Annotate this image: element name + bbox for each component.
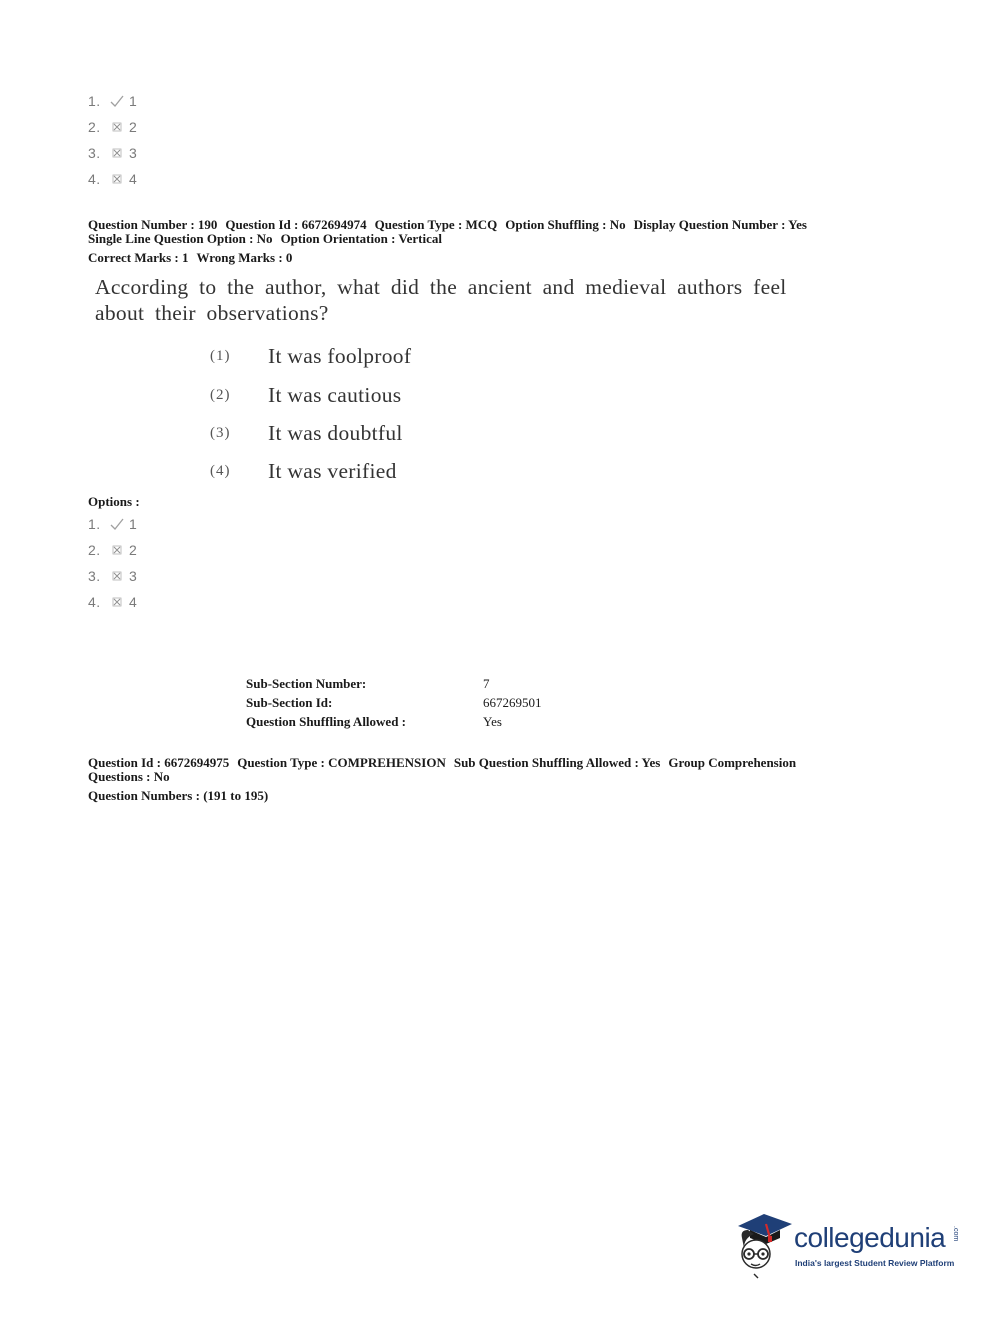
choice-text: It was foolproof	[268, 343, 412, 368]
subsection-value: 667269501	[483, 694, 542, 710]
choice-text: It was verified	[268, 458, 397, 483]
correct-marks: Correct Marks : 1	[88, 250, 189, 265]
choice-text: It was cautious	[268, 382, 402, 407]
choice-row	[210, 341, 411, 371]
option-value: 4	[129, 171, 138, 187]
check-icon	[108, 518, 126, 530]
option-value: 3	[129, 568, 138, 584]
answer-key-list-bottom	[88, 511, 137, 615]
comprehension-meta-line3	[88, 789, 804, 803]
subsection-number-row	[246, 674, 490, 693]
option-number: 3.	[88, 145, 101, 161]
question-meta	[88, 218, 815, 265]
option-row	[88, 511, 137, 537]
answer-key-list-top	[88, 88, 137, 192]
option-value: 2	[129, 542, 138, 558]
check-icon	[108, 95, 126, 107]
option-number: 3.	[88, 568, 101, 584]
question-shuffling-row	[246, 712, 502, 731]
single-line-option: Single Line Question Option : No	[88, 231, 273, 246]
question-text-line: about their observations?	[95, 301, 329, 325]
options-label: Options :	[88, 494, 140, 509]
option-value: 2	[129, 119, 138, 135]
comprehension-meta	[88, 756, 804, 803]
subsection-value: 7	[483, 675, 490, 691]
option-number: 4.	[88, 594, 101, 610]
choice-number: (4)	[210, 462, 231, 479]
option-value: 1	[129, 93, 138, 109]
option-number: 2.	[88, 119, 101, 135]
sub-question-shuffling: Sub Question Shuffling Allowed : Yes	[453, 755, 661, 770]
cross-icon	[108, 545, 126, 555]
option-value: 3	[129, 145, 138, 161]
option-number: 1.	[88, 516, 101, 532]
option-value: 1	[129, 516, 138, 532]
question-number: Question Number : 190	[88, 217, 218, 232]
group-comprehension: Group Comprehension	[668, 755, 797, 770]
question-numbers-range: Question Numbers : (191 to 195)	[88, 788, 269, 803]
choice-row	[210, 418, 403, 448]
option-number: 1.	[88, 93, 101, 109]
cross-icon	[108, 122, 126, 132]
question-id: Question Id : 6672694974	[225, 217, 367, 232]
wrong-marks: Wrong Marks : 0	[196, 250, 293, 265]
option-row	[88, 166, 137, 192]
option-row	[88, 140, 137, 166]
option-row	[88, 563, 137, 589]
logo-tagline: India's largest Student Review Platform	[795, 1258, 955, 1268]
comprehension-question-type: Question Type : COMPREHENSION	[237, 755, 446, 770]
option-row	[88, 537, 137, 563]
option-shuffling: Option Shuffling : No	[505, 217, 626, 232]
option-row	[88, 88, 137, 114]
cross-icon	[108, 174, 126, 184]
subsection-value: Yes	[483, 713, 502, 729]
option-value: 4	[129, 594, 138, 610]
choice-row	[210, 380, 401, 410]
mascot-icon	[734, 1208, 794, 1280]
comprehension-meta-line2	[88, 770, 804, 784]
option-row	[88, 114, 137, 140]
cross-icon	[108, 571, 126, 581]
question-type: Question Type : MCQ	[374, 217, 498, 232]
subsection-key: Sub-Section Number:	[246, 675, 367, 691]
subsection-key: Question Shuffling Allowed :	[246, 713, 407, 729]
option-number: 4.	[88, 171, 101, 187]
logo-suffix: .com	[952, 1226, 959, 1242]
option-orientation: Option Orientation : Vertical	[280, 231, 442, 246]
choice-text: It was doubtful	[268, 420, 403, 445]
cross-icon	[108, 148, 126, 158]
comprehension-question-id: Question Id : 6672694975	[88, 755, 230, 770]
question-meta-line1	[88, 218, 815, 232]
logo-wordmark: collegedunia	[794, 1222, 946, 1253]
group-comprehension-questions: Questions : No	[88, 769, 170, 784]
question-text	[95, 274, 795, 326]
choice-number: (1)	[210, 347, 231, 364]
choice-number: (2)	[210, 386, 231, 403]
question-meta-line2	[88, 232, 815, 246]
cross-icon	[108, 597, 126, 607]
collegedunia-logo[interactable]	[734, 1208, 964, 1280]
choice-number: (3)	[210, 424, 231, 441]
choice-row	[210, 456, 397, 486]
display-question-number: Display Question Number : Yes	[633, 217, 807, 232]
subsection-key: Sub-Section Id:	[246, 694, 333, 710]
option-row	[88, 589, 137, 615]
option-number: 2.	[88, 542, 101, 558]
question-meta-line3	[88, 251, 815, 265]
question-text-line: According to the author, what did the ancient and medieval authors feel	[95, 275, 787, 299]
comprehension-meta-line1	[88, 756, 804, 770]
subsection-id-row	[246, 693, 542, 712]
